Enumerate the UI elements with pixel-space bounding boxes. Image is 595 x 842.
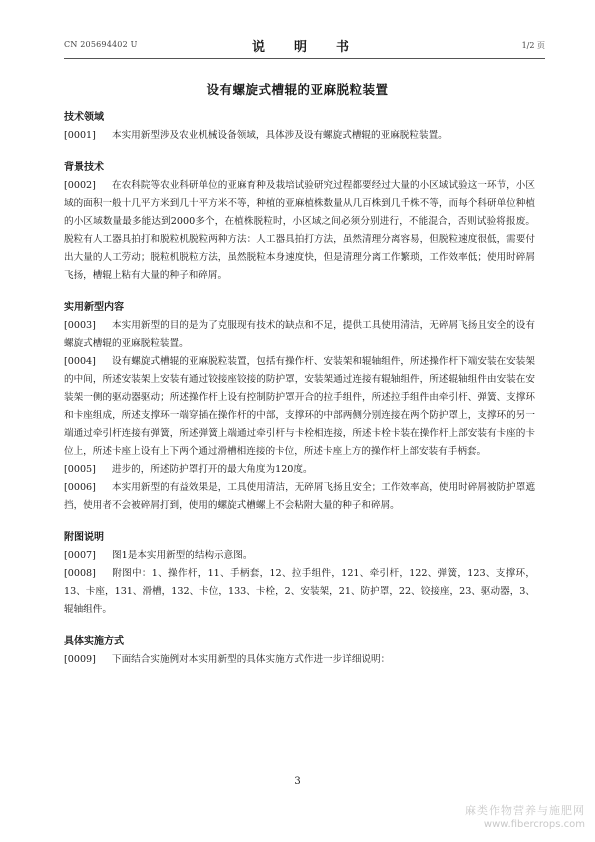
paragraph-text: 设有螺旋式槽辊的亚麻脱粒装置，包括有操作杆、安装架和辊轴组件，所述操作杆下端安装在安装架的中间，所述安装架上安装有通过铰接座铰接的防护罩，安装架通过连接有辊轴组件，所述辊轴组件由安装在安装架一侧的驱动器驱动；所述操作杆上设有控制防护罩开合的拉手组件，所述拉手组件由牵引杆、弹簧、支撑环和卡座组成，所述支撑环一端穿插在操作杆的中部，支撑环的中部两侧分别连接在两个防护罩上，支撑环的另一端通过牵引杆连接有弹簧，所述弹簧上端通过牵引杆与卡栓相连接，所述卡栓卡装在操作杆上部安装有卡座的卡位上，所述卡座上设有上下两个通过滑槽相连接的卡位，所述卡座上方的操作杆上部安装有手柄套。 [64, 356, 535, 457]
paragraph-text: 本实用新型的目的是为了克服现有技术的缺点和不足，提供工具使用清洁，无碎屑飞扬且安全的设有螺旋式槽辊的亚麻脱粒装置。 [64, 320, 535, 349]
page-header [64, 36, 545, 56]
paragraph-number: [0005] [64, 464, 96, 475]
document-number: CN 205694402 U [64, 40, 138, 49]
watermark-site-name: 麻类作物营养与施肥网 [465, 804, 585, 817]
paragraph-number: [0008] [64, 568, 96, 579]
paragraph-0001 [64, 127, 535, 145]
site-watermark [465, 804, 585, 832]
paragraph-number: [0003] [64, 320, 96, 331]
paragraph-0003 [64, 317, 535, 353]
paragraph-number: [0007] [64, 550, 96, 561]
paragraph-text: 在农科院等农业科研单位的亚麻育种及栽培试验研究过程都要经过大量的小区域试验这一环节，小区域的面积一般十几平方米到几十平方米不等，种植的亚麻植株数量从几百株到几千株不等，而每个科研单位种植的小区域数量最多能达到2000多个，在植株脱粒时，小区域之间必须分别进行，不能混合，否则试验将报废。脱粒有人工器具拍打和脱粒机脱粒两种方法：人工器具拍打方法，虽然清理分离容易，但脱粒速度很低，需要付出大量的人工劳动；脱粒机脱粒方法，虽然脱粒本身速度快，但是清理分离工作繁琐，工作效率低；使用时碎屑飞扬，槽辊上粘有大量的种子和碎屑。 [64, 180, 535, 281]
paragraph-text: 图1是本实用新型的结构示意图。 [112, 550, 253, 561]
paragraph-0004 [64, 353, 535, 461]
document-body [64, 111, 535, 669]
paragraph-number: [0006] [64, 482, 96, 493]
paragraph-0002 [64, 177, 535, 285]
paragraph-text: 进步的，所述防护罩打开的最大角度为120度。 [112, 464, 313, 475]
paragraph-0005 [64, 461, 535, 479]
paragraph-0007 [64, 547, 535, 565]
paragraph-text: 本实用新型的有益效果是，工具使用清洁，无碎屑飞扬且安全；工作效率高，使用时碎屑被防护罩遮挡，使用者不会被碎屑打到，使用的螺旋式槽螺上不会粘附大量的种子和碎屑。 [64, 482, 535, 511]
paragraph-number: [0002] [64, 180, 96, 191]
paragraph-0006 [64, 479, 535, 515]
section-heading: 附图说明 [64, 532, 104, 543]
paragraph-number: [0004] [64, 356, 96, 367]
section-heading: 具体实施方式 [64, 636, 124, 647]
paragraph-number: [0001] [64, 130, 96, 141]
page-count: 1/2 页 [521, 41, 545, 50]
paragraph-text: 下面结合实施例对本实用新型的具体实施方式作进一步详细说明： [112, 654, 391, 665]
header-divider [64, 58, 545, 59]
section-heading: 背景技术 [64, 162, 104, 173]
paragraph-text: 附图中：1、操作杆，11、手柄套，12、拉手组件，121、牵引杆，122、弹簧，123、支撑环，13、卡座，131、滑槽，132、卡位，133、卡栓，2、安装架，21、防护罩，22、铰接座，23、驱动器，3、辊轴组件。 [64, 568, 535, 615]
paragraph-text: 本实用新型涉及农业机械设备领域，具体涉及设有螺旋式槽辊的亚麻脱粒装置。 [112, 130, 448, 141]
watermark-url: www.fibercrops.com [483, 819, 585, 830]
paragraph-number: [0009] [64, 654, 96, 665]
document-type: 说 明 书 [251, 40, 357, 55]
paragraph-0008 [64, 565, 535, 619]
section-heading: 技术领域 [64, 112, 104, 123]
page-number: 3 [294, 776, 301, 787]
document-title: 设有螺旋式槽辊的亚麻脱粒装置 [206, 82, 389, 97]
section-heading: 实用新型内容 [64, 302, 124, 313]
paragraph-0009 [64, 651, 535, 669]
